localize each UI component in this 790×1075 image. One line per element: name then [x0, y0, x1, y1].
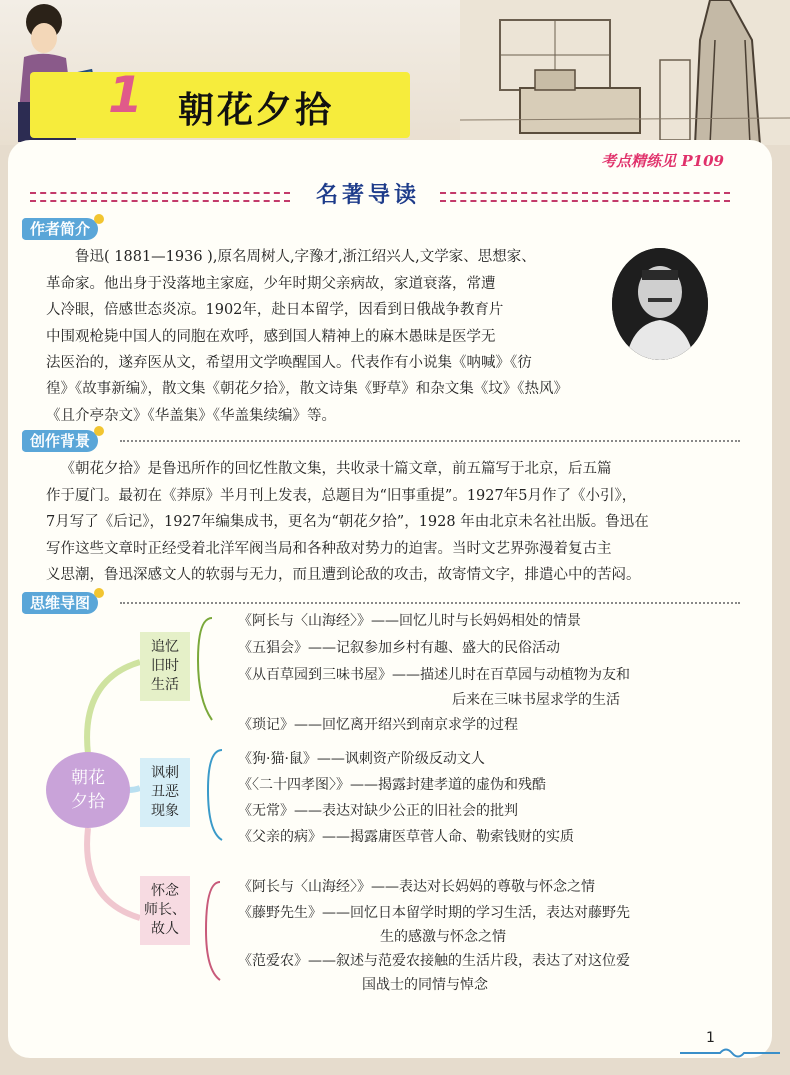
- author-intro-text-a: [46, 244, 606, 377]
- background-tag-label: 创作背景: [30, 432, 91, 450]
- mindmap-item: 《无常》——表达对缺少公正的旧社会的批判: [238, 803, 518, 819]
- branch-label-line: 故人: [151, 921, 179, 937]
- mindmap-item: 国战士的同情与悼念: [362, 977, 488, 993]
- mindmap-item: 《阿长与〈山海经〉》——回忆儿时与长妈妈相处的情景: [238, 613, 581, 629]
- tag-dot-icon: [94, 214, 104, 224]
- center-node-line: 朝花: [71, 768, 105, 788]
- mindmap-item: 《从百草园到三味书屋》——描述儿时在百草园与动植物为友和: [238, 667, 630, 683]
- lu-xun-portrait: [612, 248, 708, 360]
- section-banner: [0, 178, 790, 214]
- author-intro-text-b: [46, 376, 736, 429]
- branch-label-recall: [140, 632, 190, 701]
- mindmap-item: 《父亲的病》——揭露庸医草菅人命、勒索钱财的实质: [238, 829, 574, 845]
- mindmap-item: 后来在三味书屋求学的生活: [452, 692, 620, 708]
- author-line: 中围观枪毙中国人的同胞在欢呼，感到国人精神上的麻木愚昧是医学无: [46, 328, 496, 345]
- background-divider: [120, 440, 740, 442]
- center-node-line: 夕拾: [71, 792, 105, 812]
- author-intro-tag-label: 作者简介: [30, 220, 91, 238]
- mindmap-item: 《五猖会》——记叙参加乡村有趣、盛大的民俗活动: [238, 640, 560, 656]
- branch-label-line: 丑恶: [151, 784, 179, 800]
- mindmap-item: 《藤野先生》——回忆日本留学时期的学习生活，表达对藤野先: [238, 905, 630, 921]
- background-line: 7月写了《后记》，1927年编集成书，更名为“朝花夕拾”，1928 年由北京未名社出版。鲁迅在: [46, 514, 649, 530]
- branch-label-remembrance: [140, 876, 190, 945]
- mindmap-center-node: [46, 752, 130, 828]
- author-line: 法医治的，遂弃医从文，希望用文学唤醒国人。代表作有小说集《呐喊》《彷: [46, 355, 532, 371]
- banner-right-rule: [440, 192, 730, 202]
- background-line: 《朝花夕拾》是鲁迅所作的回忆性散文集，共收录十篇文章，前五篇写于北京，后五篇: [60, 461, 612, 477]
- background-line: 写作这些文章时正经受着北洋军阀当局和各种敌对势力的迫害。当时文艺界弥漫着复古主: [46, 540, 612, 557]
- author-line: 《且介亭杂文》《华盖集》《华盖集续编》等。: [46, 407, 336, 424]
- banner-label: 名著导读: [315, 183, 420, 208]
- tag-dot-icon: [94, 426, 104, 436]
- author-line: 革命家。他出身于没落地主家庭，少年时期父亲病故，家道衰落，常遭: [46, 275, 496, 292]
- author-line: 鲁迅( 1881—1936 ),原名周树人,字豫才,浙江绍兴人,文学家、思想家、: [75, 249, 536, 265]
- branch-label-satire: [140, 758, 190, 827]
- mindmap-item: 《〈二十四孝图〉》——揭露封建孝道的虚伪和残酷: [238, 777, 546, 793]
- portrait-image: [612, 248, 708, 360]
- mindmap-item: 生的感激与怀念之情: [380, 929, 506, 945]
- branch-label-line: 怀念: [151, 883, 179, 899]
- branch-label-line: 师长、: [144, 902, 186, 918]
- branch-label-line: 旧时: [151, 658, 179, 674]
- branch-label-line: 生活: [151, 677, 179, 693]
- mindmap-item: 《范爱农》——叙述与范爱农接触的生活片段，表达了对这位爱: [238, 953, 630, 969]
- tag-dot-icon: [94, 588, 104, 598]
- background-tag: [22, 430, 98, 452]
- chapter-number: 1: [108, 66, 143, 124]
- page-number: 1: [706, 1030, 715, 1046]
- author-line: 人冷眼，倍感世态炎凉。1902年，赴日本留学，因看到日俄战争教育片: [46, 302, 504, 318]
- mindmap-tag-label: 思维导图: [30, 594, 91, 612]
- branch-label-line: 讽刺: [151, 765, 179, 781]
- background-line: 义思潮，鲁迅深感文人的软弱与无力，而且遭到论敌的攻击，故寄情文字，排遣心中的苦闷。: [46, 567, 641, 583]
- branch-label-line: 现象: [151, 803, 179, 819]
- banner-left-rule: [30, 192, 290, 202]
- author-intro-tag: [22, 218, 98, 240]
- mindmap-item: 《狗·猫·鼠》——讽刺资产阶级反动文人: [238, 751, 485, 767]
- chapter-title: 朝花夕拾: [178, 90, 335, 131]
- background-line: 作于厦门。最初在《莽原》半月刊上发表，总题目为“旧事重提”。1927年5月作了《小引》，: [46, 487, 637, 504]
- exercise-reference: 考点精练见 P109: [601, 152, 724, 170]
- author-line: 徨》《故事新编》，散文集《朝花夕拾》，散文诗集《野草》和杂文集《坟》《热风》: [46, 381, 568, 397]
- branch-label-line: 追忆: [151, 639, 179, 655]
- mindmap-item: 《琐记》——回忆离开绍兴到南京求学的过程: [238, 717, 518, 733]
- background-text: [46, 456, 742, 589]
- interior-sketch-illustration: [460, 0, 790, 145]
- mindmap-item: 《阿长与〈山海经〉》——表达对长妈妈的尊敬与怀念之情: [238, 879, 595, 895]
- page-number-ornament: [680, 1046, 780, 1060]
